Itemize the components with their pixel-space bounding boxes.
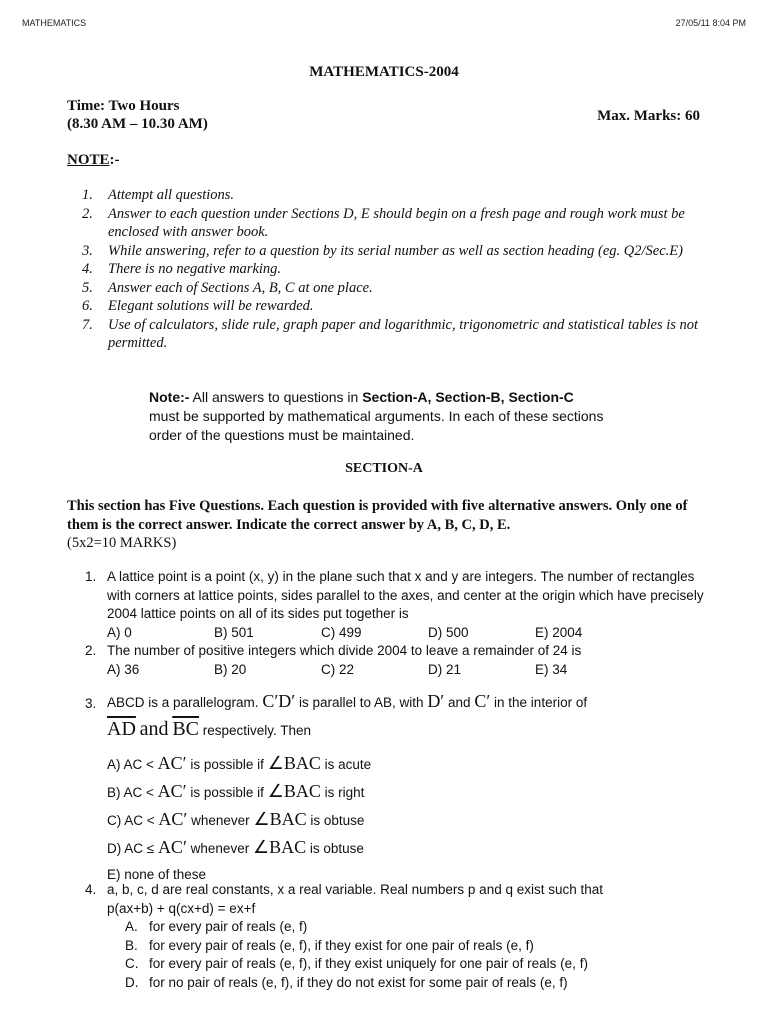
section-title: SECTION-A — [345, 461, 423, 476]
option: E) 2004 — [535, 624, 583, 640]
opt-math: AC′ — [158, 809, 188, 829]
opt-text: for no pair of reals (e, f), if they do not exist for some pair of reals (e, f) — [149, 974, 568, 990]
list-item — [82, 297, 722, 316]
opt-letter: C. — [125, 956, 139, 971]
list-item — [82, 260, 722, 279]
list-item — [82, 279, 722, 298]
q3-option — [107, 838, 727, 866]
rule-num: 2. — [82, 205, 93, 222]
page-title: MATHEMATICS-2004 — [309, 64, 459, 80]
q3-math: D′ — [427, 691, 445, 711]
q3-text: respectively. Then — [202, 723, 312, 738]
option: B) 20 — [214, 661, 247, 677]
q3-line-2 — [107, 716, 727, 754]
opt-pre: B) AC < — [107, 785, 154, 800]
opt-post: is obtuse — [310, 813, 365, 828]
option: E) 34 — [535, 661, 568, 677]
option: C) 22 — [321, 661, 355, 677]
note2-text2: must be supported by mathematical arguments. In each of these sections order of the questions must be maintained. — [149, 408, 604, 443]
option: A) 0 — [107, 624, 132, 640]
section-intro — [67, 497, 707, 553]
q3-segment-bc: $\overline{BC}$ — [172, 718, 199, 740]
list-item — [82, 205, 722, 242]
question-number: 2. — [85, 643, 97, 658]
rule-text: Use of calculators, slide rule, graph paper and logarithmic, trigonometric and statistical tables is not permitted. — [108, 316, 699, 351]
rule-num: 4. — [82, 261, 93, 277]
header-timestamp: 27/05/11 8:04 PM — [675, 18, 746, 28]
option: C) 499 — [321, 624, 362, 640]
question-equation: p(ax+b) + q(cx+d) = ex+f — [107, 900, 256, 916]
rule-text: Elegant solutions will be rewarded. — [108, 298, 314, 314]
q3-line-1 — [107, 692, 727, 716]
q3-text: is parallel to AB, with — [298, 695, 424, 710]
note2-sections: Section-A, Section-B, Section-C — [362, 389, 574, 405]
list-item — [82, 186, 722, 205]
opt-angle: ∠BAC — [267, 753, 321, 773]
rule-num: 6. — [82, 298, 93, 314]
opt-letter: A. — [125, 919, 138, 934]
option: D) 500 — [428, 624, 469, 640]
opt-mid: whenever — [191, 813, 250, 828]
q3-math: C′D′ — [262, 691, 296, 711]
q3-segment-ad: $\overline{AD}$ — [107, 718, 136, 740]
question-options — [107, 624, 707, 643]
q3-option — [107, 754, 727, 782]
question-text: A lattice point is a point (x, y) in the plane such that x and y are integers. The number of rectangles with corners at lattice points, sides parallel to the axes, and center at the origin which have precisely 2004 lattice points on all of its sides put together is — [107, 569, 704, 621]
note2-text1: All answers to questions in — [189, 389, 363, 405]
rule-text: While answering, refer to a question by its serial number as well as section heading (eg. Q2/Sec.E) — [108, 242, 683, 259]
q3-text: and — [448, 695, 471, 710]
opt-text: for every pair of reals (e, f) — [149, 919, 308, 934]
q4-option — [107, 937, 727, 956]
question-number: 3. — [85, 696, 97, 711]
rules-list — [82, 186, 722, 353]
opt-post: is obtuse — [309, 841, 364, 856]
time-line-2: (8.30 AM – 10.30 AM) — [67, 116, 208, 132]
q3-option-e: E) none of these — [107, 867, 207, 882]
rule-text: Answer to each question under Sections D, E should begin on a fresh page and rough work must be enclosed with answer book. — [108, 205, 685, 240]
option: B) 501 — [214, 624, 254, 640]
q3-option — [107, 782, 727, 810]
question-options — [107, 661, 707, 680]
opt-angle: ∠BAC — [252, 837, 307, 857]
rule-text: Attempt all questions. — [108, 187, 235, 203]
option: A) 36 — [107, 661, 140, 677]
list-item — [82, 242, 722, 261]
opt-pre: C) AC < — [107, 813, 155, 828]
q3-option — [107, 810, 727, 838]
intro-text: This section has Five Questions. Each question is provided with five alternative answers. Only one of them is the correct answer. Indicate the correct answer by A, B, C, D, E. — [67, 498, 688, 533]
opt-angle: ∠BAC — [267, 781, 321, 801]
option: D) 21 — [428, 661, 462, 677]
q3-math: C′ — [474, 691, 491, 711]
max-marks: Max. Marks: 60 — [597, 108, 700, 124]
opt-mid: is possible if — [190, 757, 264, 772]
opt-math: AC′ — [157, 781, 187, 801]
question-number: 4. — [85, 882, 97, 897]
question-3 — [85, 691, 727, 885]
rule-text: There is no negative marking. — [108, 261, 282, 277]
exam-time — [67, 97, 208, 133]
opt-mid: whenever — [190, 841, 250, 856]
question-1 — [85, 568, 707, 642]
note-heading — [67, 152, 120, 169]
answer-note — [149, 388, 619, 445]
rule-num: 3. — [82, 242, 93, 259]
note-suffix: :- — [109, 152, 120, 168]
list-item — [82, 316, 722, 353]
question-text: The number of positive integers which divide 2004 to leave a remainder of 24 is — [107, 643, 582, 658]
opt-math: AC′ — [157, 837, 187, 857]
opt-math: AC′ — [157, 753, 187, 773]
time-line-1: Time: Two Hours — [67, 98, 180, 114]
q4-option — [107, 974, 727, 993]
rule-num: 5. — [82, 279, 93, 296]
opt-letter: D. — [125, 974, 139, 990]
q3-text: ABCD is a parallelogram. — [107, 695, 259, 710]
q4-option — [107, 918, 727, 937]
q3-text: in the interior of — [494, 695, 588, 710]
rule-text: Answer each of Sections A, B, C at one place. — [108, 279, 373, 296]
q4-option — [107, 955, 727, 974]
opt-letter: B. — [125, 937, 138, 953]
note2-label: Note:- — [149, 389, 190, 405]
opt-text: for every pair of reals (e, f), if they exist uniquely for one pair of reals (e, f) — [149, 956, 588, 971]
opt-mid: is possible if — [190, 785, 264, 800]
question-number: 1. — [85, 569, 97, 584]
intro-marks: (5x2=10 MARKS) — [67, 535, 177, 551]
question-2 — [85, 642, 707, 679]
opt-pre: A) AC < — [107, 757, 154, 772]
opt-text: for every pair of reals (e, f), if they exist for one pair of reals (e, f) — [149, 937, 534, 953]
rule-num: 7. — [82, 316, 93, 333]
question-4 — [85, 881, 727, 992]
q3-math: and — [139, 718, 169, 740]
opt-pre: D) AC ≤ — [107, 841, 155, 856]
header-title: MATHEMATICS — [22, 18, 87, 28]
opt-angle: ∠BAC — [253, 809, 307, 829]
opt-post: is right — [324, 785, 365, 800]
question-text: a, b, c, d are real constants, x a real variable. Real numbers p and q exist such that — [107, 882, 604, 897]
opt-post: is acute — [324, 757, 372, 772]
rule-num: 1. — [82, 187, 93, 203]
note-label: NOTE — [67, 152, 110, 168]
